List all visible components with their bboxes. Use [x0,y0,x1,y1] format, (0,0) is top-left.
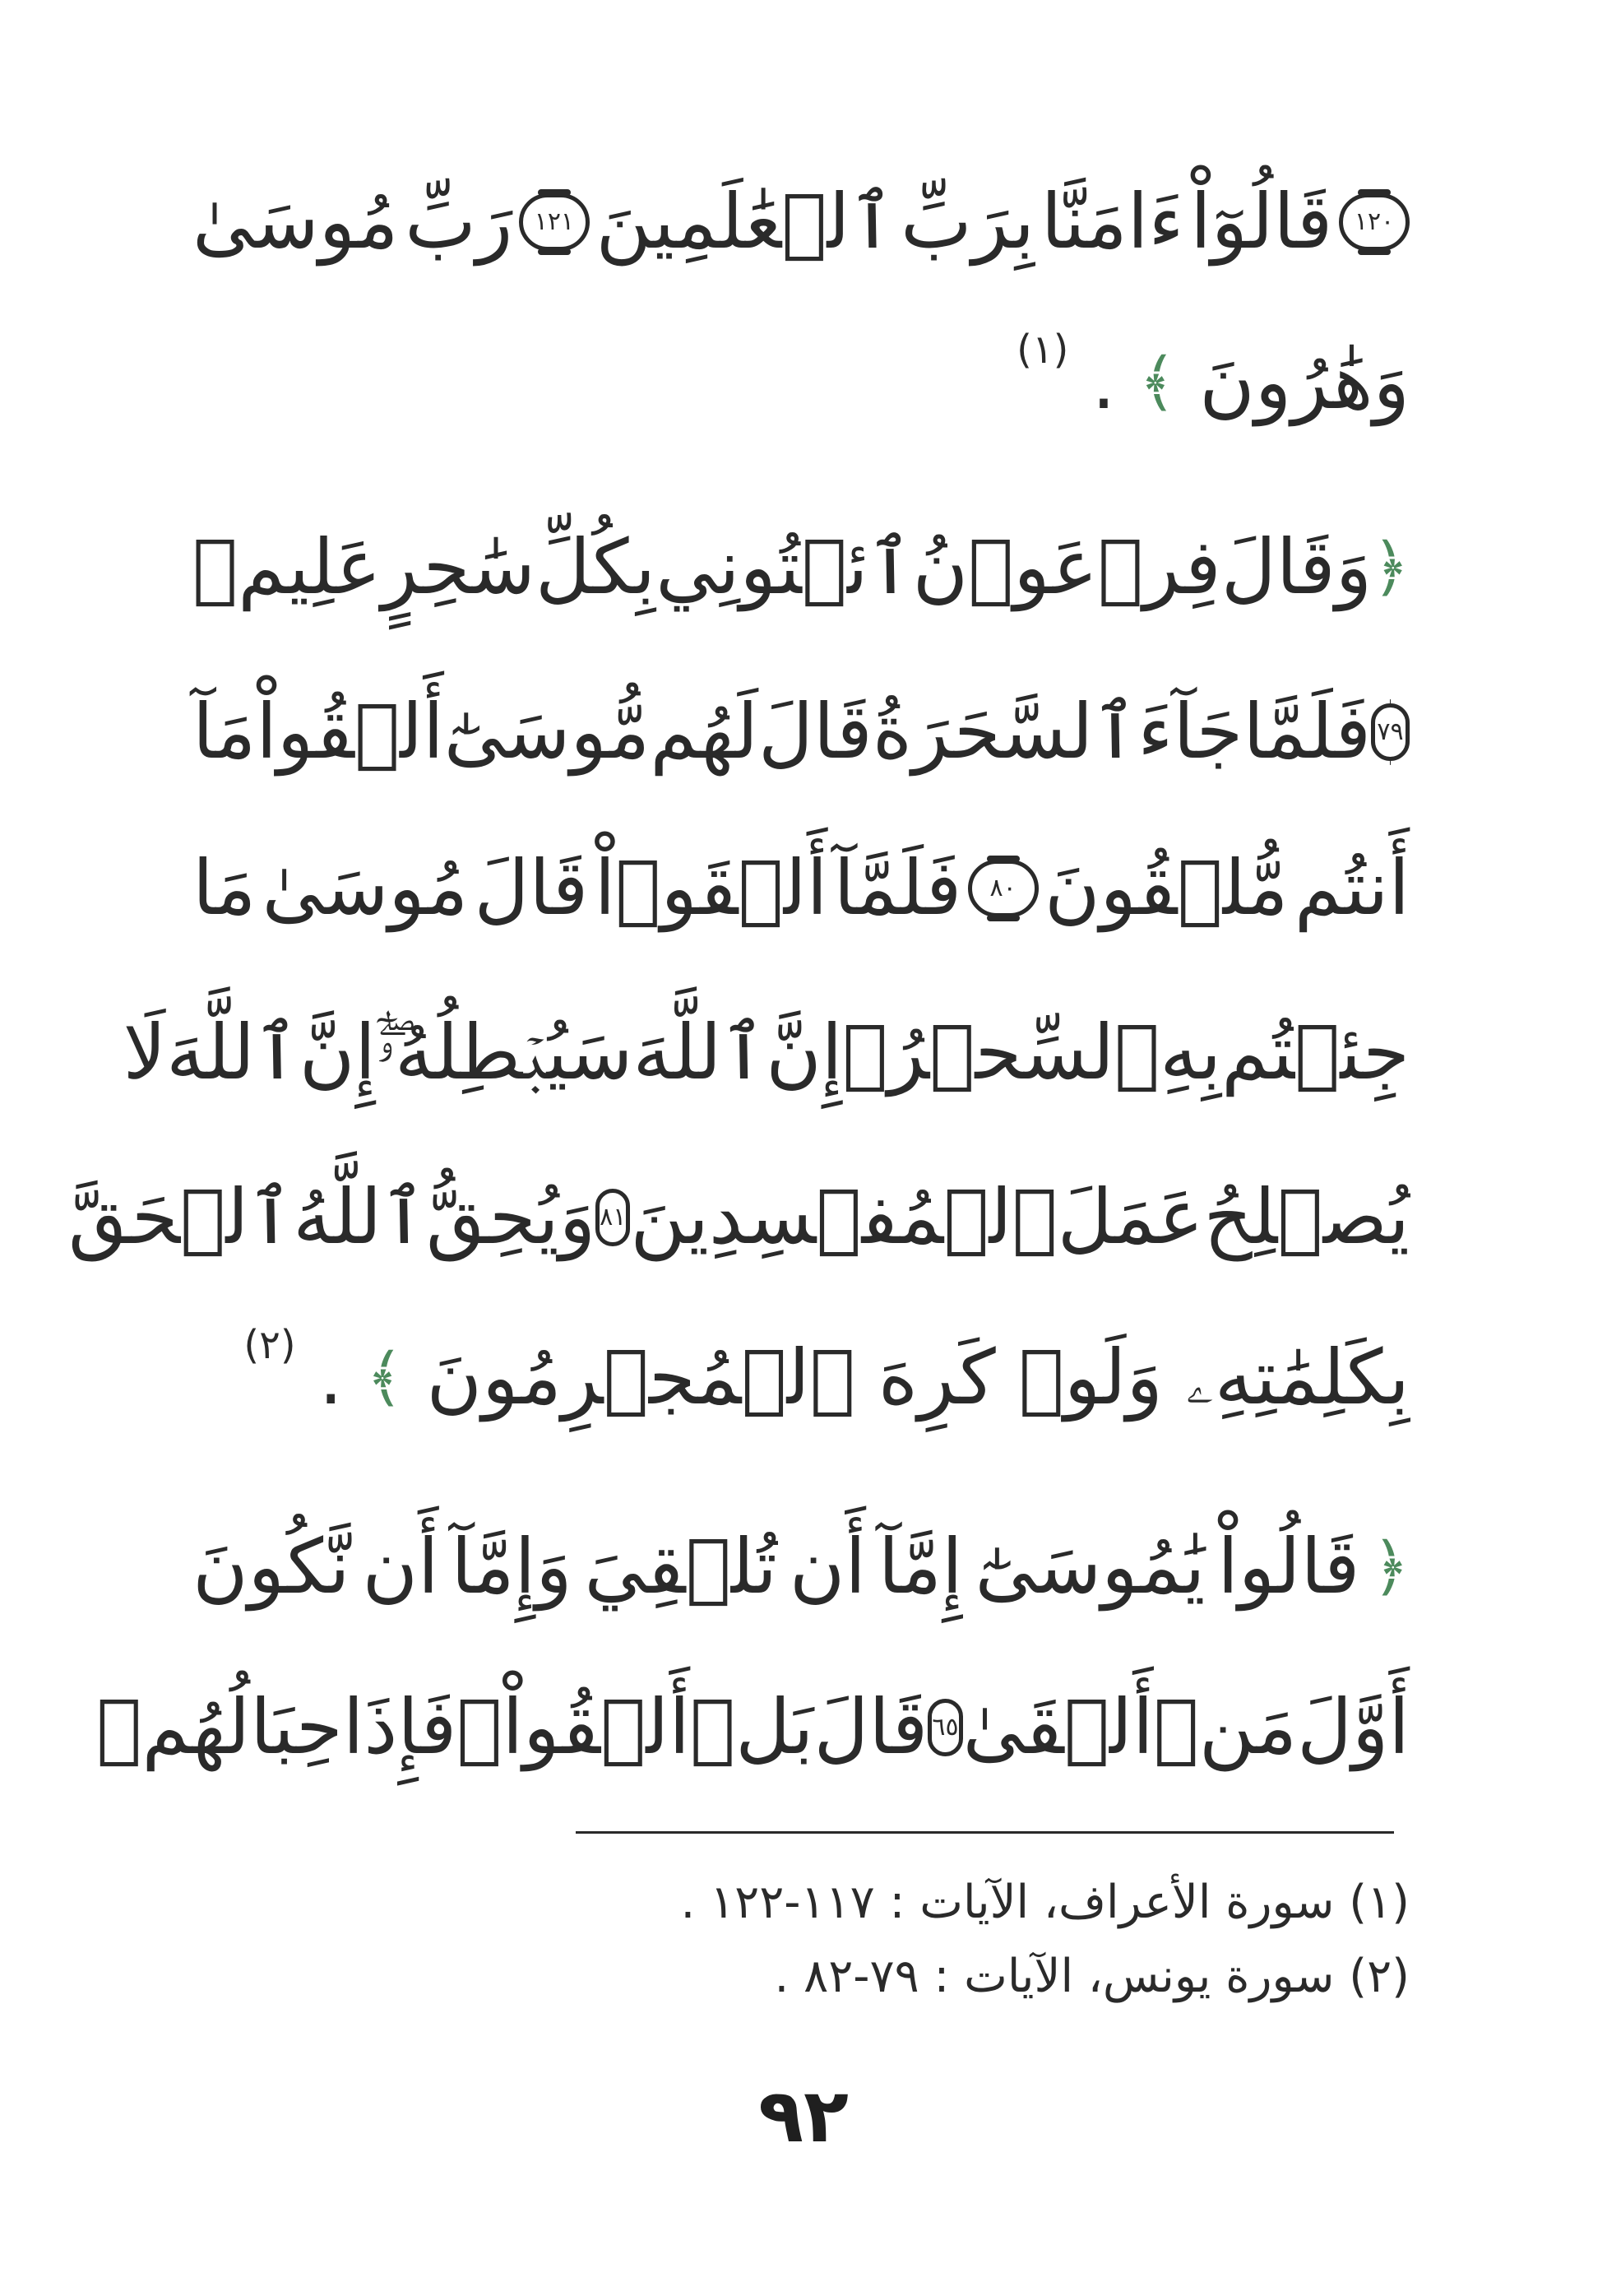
verse-word: مَنۡ [1153,1683,1298,1771]
verse-word: أَوَّلَ [1297,1683,1410,1771]
verse-word: ٱلۡحَقَّ [68,1173,294,1261]
verse-word: جَآءَ [1137,688,1243,776]
verse-word: حِبَالُهُمۡ [96,1683,343,1771]
verse-word: رَبِّ [405,178,513,266]
ayah-number-marker: ٧٩ [1371,703,1410,761]
verse-word: لَا [123,1009,167,1097]
verse-word: وَقَالَ [1220,523,1373,611]
footnote-1: (١) سورة الأعراف، الآيات : ١١٧-١٢٢ . [680,1876,1410,1929]
ornamental-bracket: ﴾ [365,1341,404,1415]
verse-word: فَلَمَّا [1243,688,1372,776]
verse-word: أَلۡقَوۡاْ [594,844,828,932]
verse-word: وَلَوۡ [1018,1334,1163,1422]
verse-word: ٱئۡتُونِي [655,523,913,611]
verse-word: كَرِهَ [878,1334,996,1422]
verse-word: بِرَبِّ [901,178,1035,266]
ayah-number-marker: ١٢٠ [1339,193,1410,251]
verse-word: فَإِذَا [342,1683,457,1771]
verse-word: سَيُبۡطِلُهُۥٓۖ [375,1009,633,1097]
text-line [68,1135,1410,1300]
verse-word: وَهَٰرُونَ [1199,338,1410,426]
period: . [1091,338,1116,426]
period: . [318,1334,343,1422]
ayah-number-marker: ٦٥ [928,1699,962,1756]
verse-word: ٱلۡمُجۡرِمُونَ [426,1334,855,1422]
verse-word: ٱللَّهُ [293,1173,426,1261]
text-line [192,1485,1410,1649]
verse-word: بَلۡ [690,1683,814,1771]
verse-word: يَٰمُوسَىٰٓ [975,1523,1206,1611]
verse-word: قَالَ [474,844,589,932]
footnote-reference: (١) [1017,327,1069,373]
verse-word: أَن [789,1523,866,1611]
verse-word: قَالَ [813,1683,929,1771]
text-line [192,300,1410,465]
verse-word: قَالُواْ [1217,1523,1360,1611]
ornamental-bracket: ﴾ [1138,346,1177,420]
verse-word: بِكُلِّ [535,523,656,611]
verse-word: إِنَّ [766,1009,843,1097]
verse-word: وَإِمَّآ [451,1523,572,1611]
verse-word: ٱللَّهَ [632,1009,766,1097]
verse-word: مُوسَىٰ [262,844,469,932]
verse-word: إِمَّآ [878,1523,963,1611]
text-line [192,485,1410,650]
verse-word: فِرۡعَوۡنُ [912,523,1221,611]
verse-word: سَٰحِرٍ [381,523,535,611]
verse-word: ٱلسِّحۡرُۖ [842,1009,1160,1097]
ornamental-bracket: ﴿ [1372,531,1410,605]
text-line [192,140,1410,304]
verse-word: ٱلۡمُفۡسِدِينَ [630,1173,1058,1261]
page-number: ٩٢ [758,2073,849,2159]
verse-word: ٱلسَّحَرَةُ [872,688,1138,776]
verse-word: إِنَّ [299,1009,376,1097]
verse-word: ٱلۡعَٰلَمِينَ [595,178,895,266]
text-line [192,806,1410,971]
verse-word: بِهِ [1160,1009,1222,1097]
footnote-2: (٢) سورة يونس، الآيات : ٧٩-٨٢ . [774,1950,1410,2003]
verse-word: عَمَلَ [1057,1173,1204,1261]
verse-word: فَلَمَّآ [833,844,962,932]
verse-word: عَلِيمٖ [192,523,382,611]
verse-word: تُلۡقِيَ [584,1523,777,1611]
verse-word: مُّلۡقُونَ [1044,844,1289,932]
verse-word: مُّوسَىٰٓ [443,688,651,776]
verse-word: أَلۡقَىٰ [962,1683,1154,1771]
text-line [96,1645,1410,1810]
verse-word: نَّكُونَ [192,1523,350,1611]
verse-word: ٱللَّهَ [166,1009,299,1097]
verse-word: أَن [362,1523,439,1611]
verse-word: بِكَلِمَٰتِهِۦ [1185,1334,1410,1422]
verse-word: أَلۡقُواْ [256,688,444,776]
text-line [123,971,1410,1135]
text-line [192,650,1410,814]
verse-word: قَالَ [758,688,873,776]
verse-word: وَيُحِقُّ [426,1173,596,1261]
verse-word: جِئۡتُم [1221,1009,1410,1097]
verse-word: مَا [192,844,257,932]
text-line [192,1296,1410,1460]
ayah-number-marker: ٨٠ [968,860,1039,917]
verse-word: لَهُم [650,688,758,776]
verse-word: ءَامَنَّا [1040,178,1184,266]
ayah-number-marker: ١٢١ [519,193,590,251]
verse-word: مُوسَىٰ [192,178,399,266]
verse-word: يُصۡلِحُ [1203,1173,1410,1261]
verse-word: مَآ [192,688,257,776]
footnote-divider [576,1831,1394,1834]
verse-word: أَنتُم [1294,844,1410,932]
verse-word: أَلۡقُواْۖ [456,1683,690,1771]
verse-word: قَالُوٓاْ [1190,178,1333,266]
footnote-reference: (٢) [243,1322,296,1368]
ayah-number-marker: ٨١ [595,1189,630,1246]
ornamental-bracket: ﴿ [1372,1530,1410,1604]
